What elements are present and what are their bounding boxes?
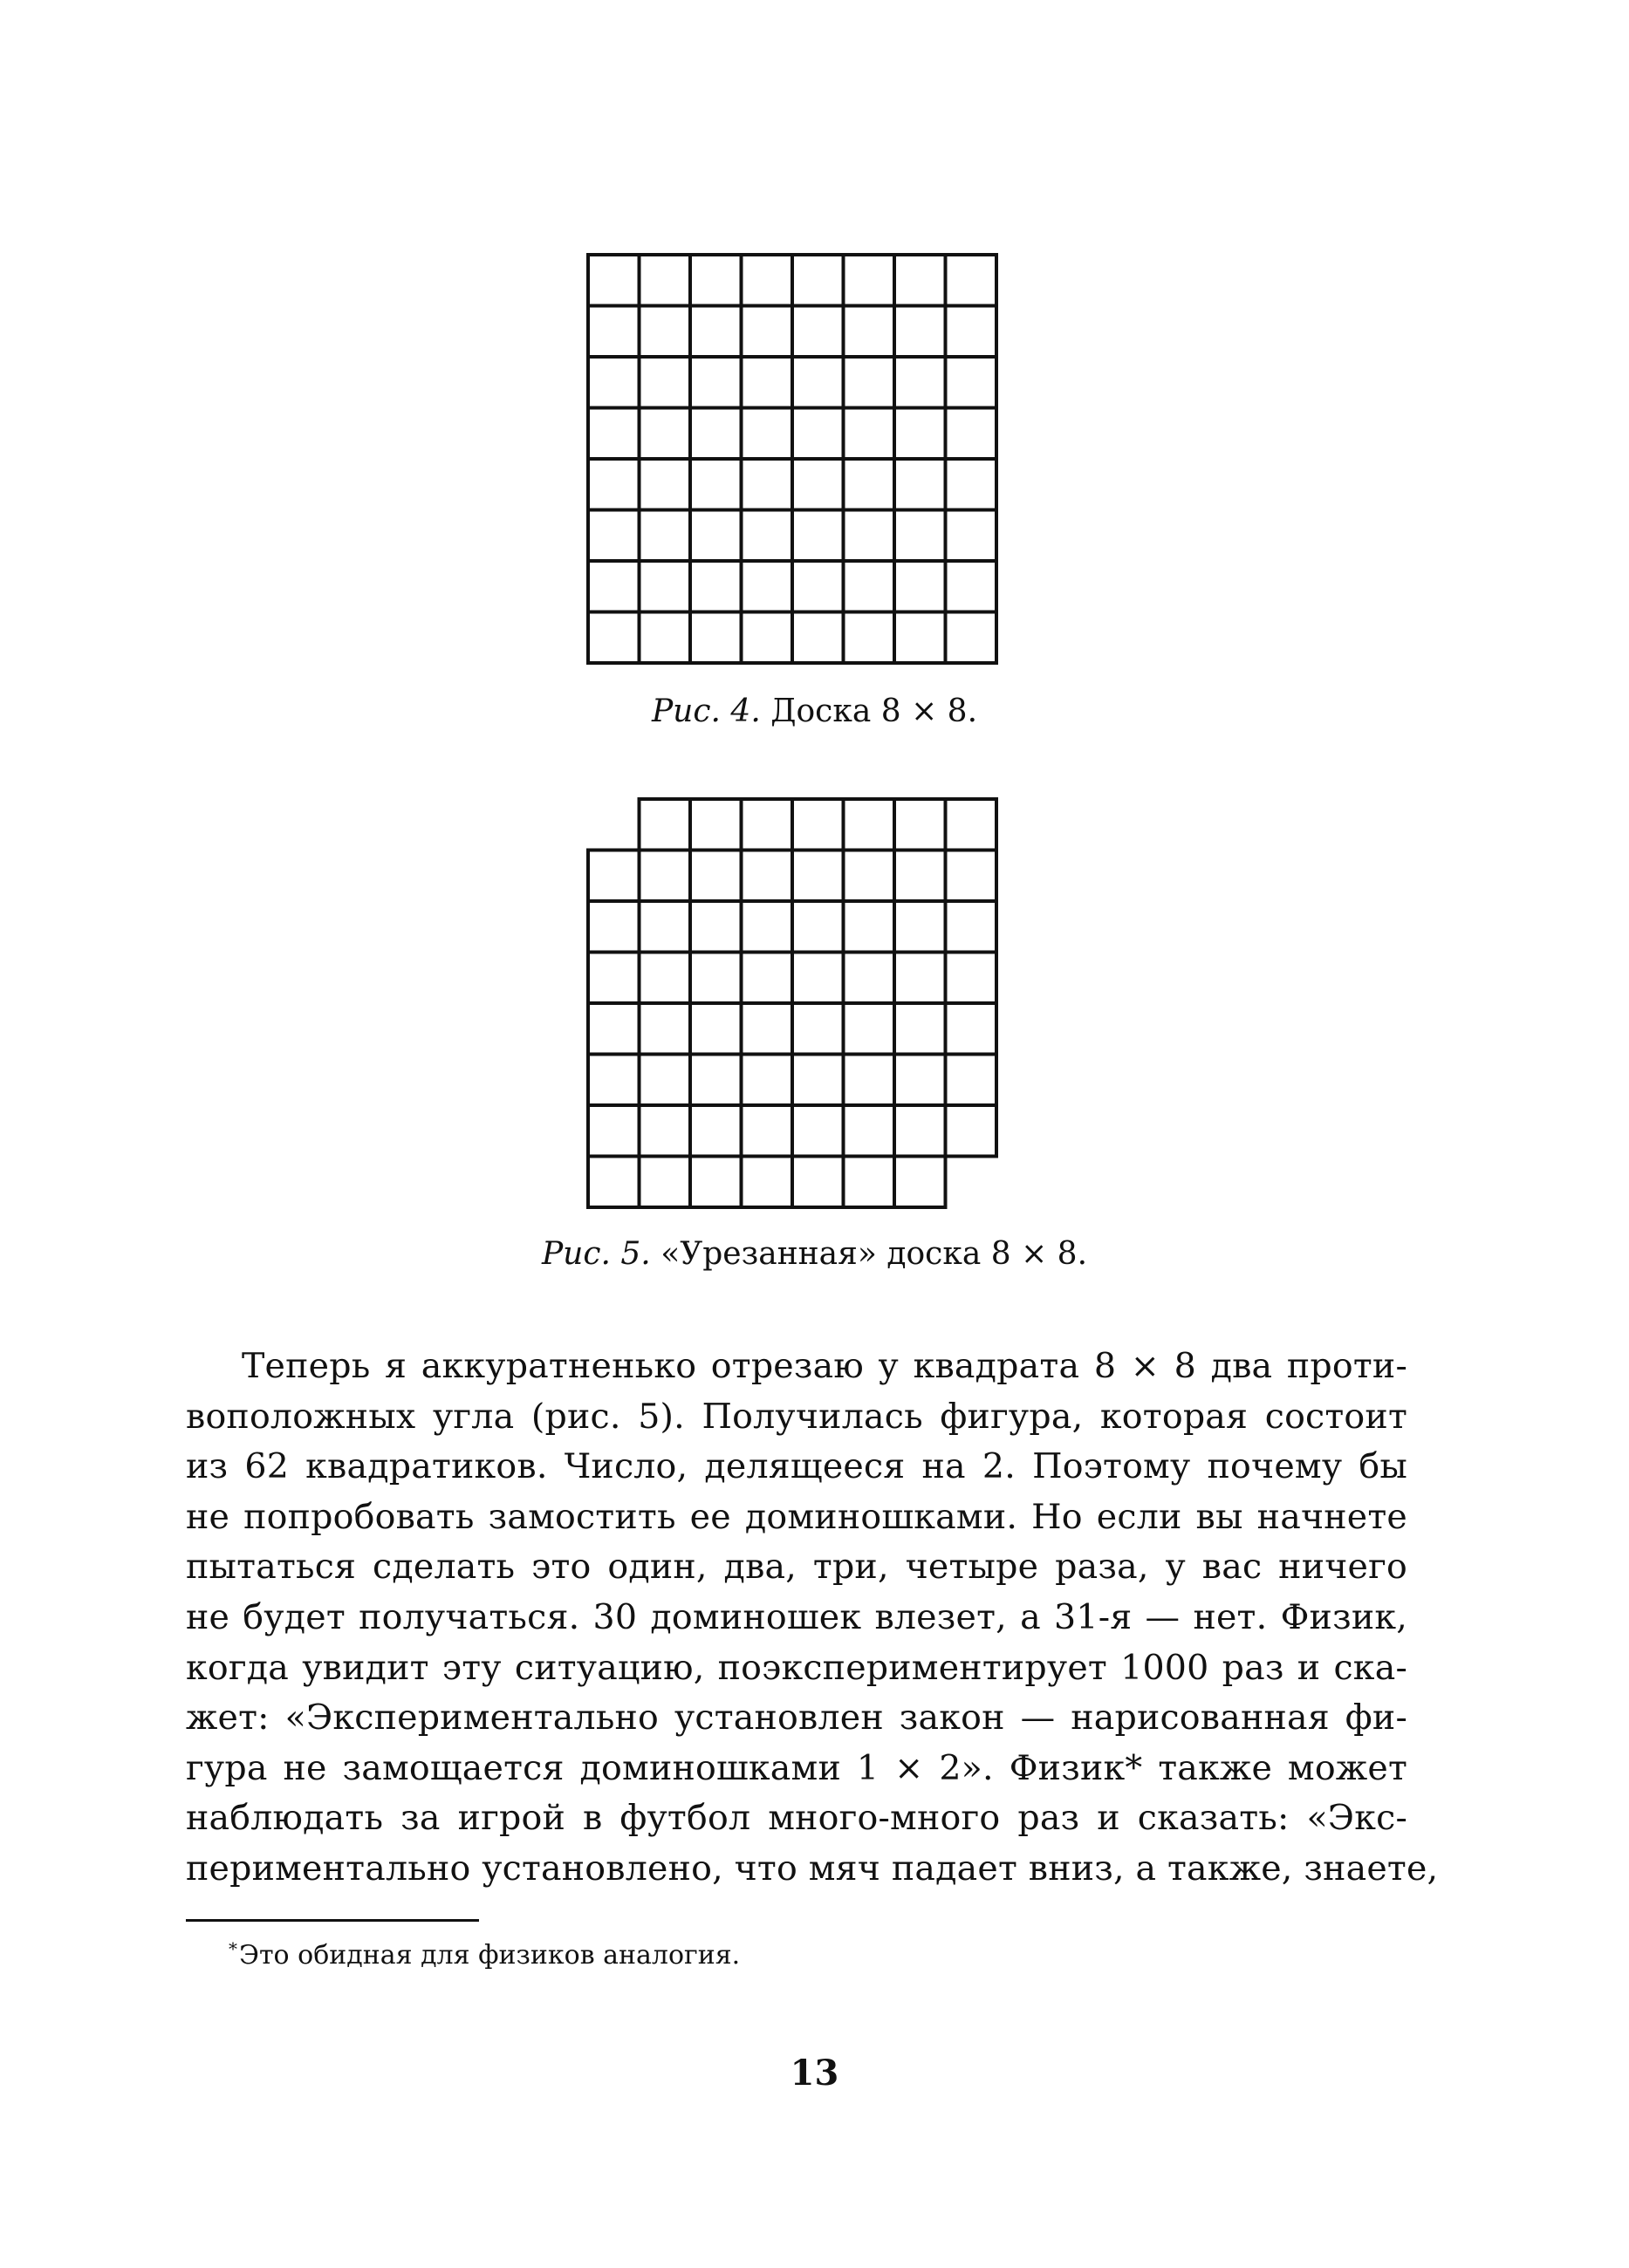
figure-4-label: Рис. 4. bbox=[651, 693, 761, 729]
footnote bbox=[229, 1933, 740, 1971]
paragraph-line: жет: «Экспериментально установлен закон — нарисованная фи- bbox=[186, 1698, 1407, 1739]
paragraph-line: из 62 квадратиков. Число, делящееся на 2. Поэтому почему бы bbox=[186, 1446, 1407, 1487]
figure-5-caption bbox=[0, 1237, 1629, 1272]
paragraph-line: не попробовать замостить ее доминошками. Но если вы начнете bbox=[186, 1496, 1407, 1537]
figure-5-caption-text: «Урезанная» доска 8 × 8. bbox=[660, 1236, 1088, 1272]
footnote-rule bbox=[186, 1919, 479, 1922]
figure-4-caption-text: Доска 8 × 8. bbox=[770, 693, 978, 729]
truncated-board-figure bbox=[585, 796, 1000, 1211]
paragraph-line: воположных угла (рис. 5). Получилась фигура, которая состоит bbox=[186, 1396, 1407, 1437]
paragraph-line: наблюдать за игрой в футбол много-много раз и сказать: «Экс- bbox=[186, 1798, 1407, 1839]
paragraph-line: когда увидит эту ситуацию, поэкспериментирует 1000 раз и ска- bbox=[186, 1647, 1407, 1688]
figure-5-label: Рис. 5. bbox=[541, 1236, 651, 1272]
paragraph-line: не будет получаться. 30 доминошек влезет, а 31-я — нет. Физик, bbox=[186, 1596, 1407, 1637]
page-number: 13 bbox=[790, 2053, 839, 2094]
footnote-text: Это обидная для физиков аналогия. bbox=[239, 1940, 741, 1971]
footnote-marker: * bbox=[229, 1938, 237, 1959]
paragraph-line: пытаться сделать это один, два, три, четыре раза, у вас ничего bbox=[186, 1547, 1407, 1588]
paragraph-line: Теперь я аккуратненько отрезаю у квадрата 8 × 8 два проти- bbox=[242, 1346, 1407, 1386]
main-paragraph bbox=[186, 1342, 1439, 1895]
full-board-figure bbox=[585, 251, 1000, 666]
paragraph-line: гура не замощается доминошками 1 × 2». Физик* также может bbox=[186, 1747, 1407, 1788]
paragraph-line: периментально установлено, что мяч падает вниз, а также, знаете, bbox=[186, 1848, 1439, 1889]
figure-4-caption bbox=[0, 694, 1629, 729]
